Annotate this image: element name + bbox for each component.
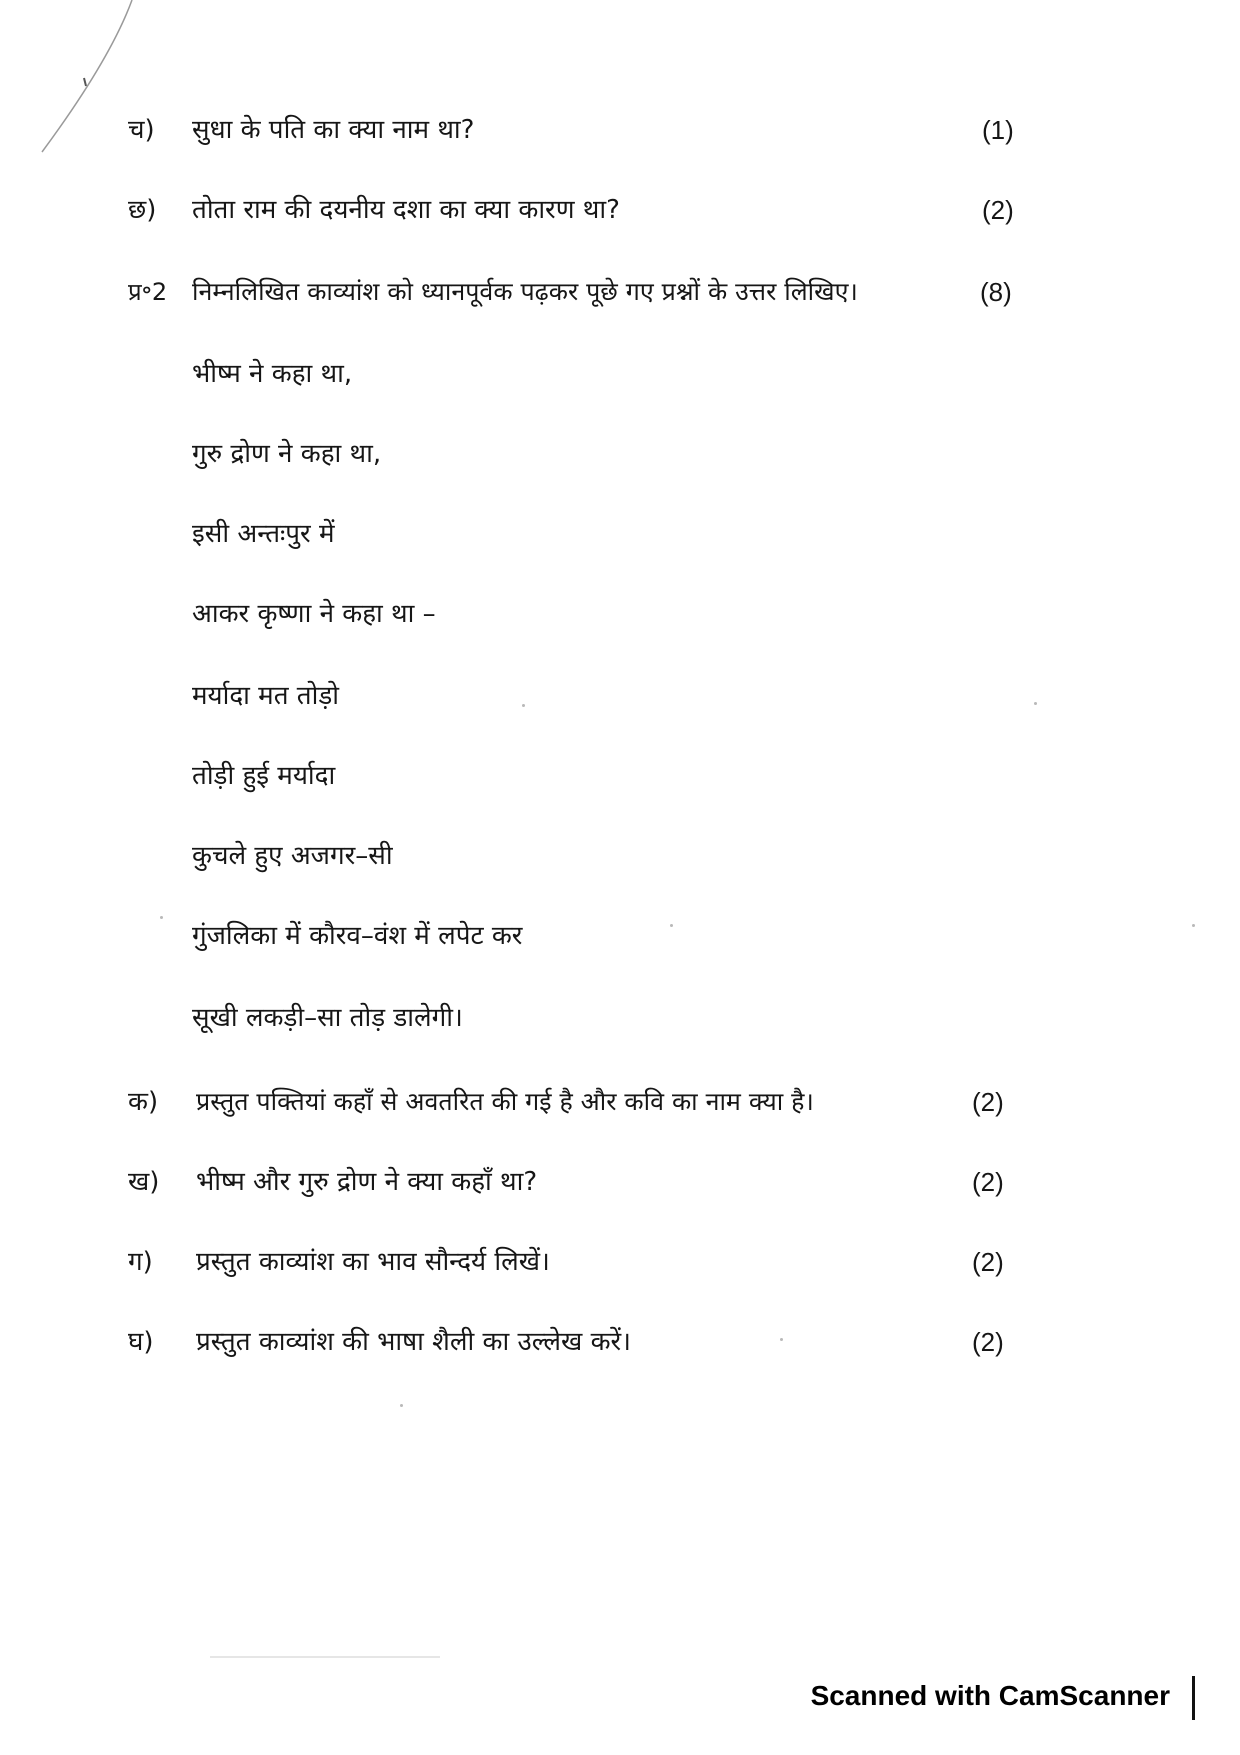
question-marks: (2)	[972, 1167, 1004, 1197]
poem-line: गुंजलिका में कौरव–वंश में लपेट कर	[192, 921, 523, 951]
question-number: ग)	[128, 1247, 153, 1277]
question-number: प्र॰2	[128, 278, 168, 306]
subquestion-ga	[0, 1232, 1240, 1292]
question-2	[0, 262, 1240, 322]
poem-line: मर्यादा मत तोड़ो	[192, 681, 339, 711]
question-instruction: निम्नलिखित काव्यांश को ध्यानपूर्वक पढ़कर पूछे गए प्रश्नों के उत्तर लिखिए।	[192, 277, 858, 306]
question-marks: (8)	[980, 277, 1012, 307]
poem-line: सूखी लकड़ी–सा तोड़ डालेगी।	[192, 1003, 463, 1033]
scan-speck	[400, 1404, 403, 1407]
scan-speck	[670, 924, 673, 927]
question-chha	[0, 180, 1240, 240]
scan-edge-line	[1192, 1676, 1195, 1720]
question-marks: (1)	[982, 115, 1014, 145]
question-cha	[0, 100, 1240, 160]
poem-line: भीष्म ने कहा था,	[192, 359, 353, 389]
question-text: भीष्म और गुरु द्रोण ने क्या कहाँ था?	[196, 1167, 538, 1197]
question-number: छ)	[128, 195, 157, 225]
question-number: क)	[128, 1087, 159, 1117]
subquestion-ka	[0, 1072, 1240, 1132]
poem-line: आकर कृष्णा ने कहा था –	[192, 599, 436, 629]
question-number: ख)	[128, 1167, 160, 1197]
question-text: सुधा के पति का क्या नाम था?	[192, 115, 475, 145]
question-marks: (2)	[972, 1087, 1004, 1117]
scan-speck	[522, 704, 525, 707]
scanner-watermark: Scanned with CamScanner	[810, 1680, 1170, 1711]
question-text: प्रस्तुत पक्तियां कहाँ से अवतरित की गई है और कवि का नाम क्या है।	[196, 1087, 814, 1116]
question-marks: (2)	[972, 1247, 1004, 1277]
poem-line: कुचले हुए अजगर–सी	[192, 841, 393, 871]
poem-line: तोड़ी हुई मर्यादा	[192, 761, 336, 791]
scan-speck	[160, 916, 163, 919]
scan-speck	[1034, 702, 1037, 705]
scan-speck	[780, 1338, 783, 1341]
scan-faint-line	[210, 1656, 440, 1658]
scan-speck	[1192, 924, 1195, 927]
poem-line: गुरु द्रोण ने कहा था,	[192, 439, 382, 469]
question-number: च)	[128, 115, 155, 145]
subquestion-gha	[0, 1312, 1240, 1372]
question-marks: (2)	[972, 1327, 1004, 1357]
poem-line: इसी अन्तःपुर में	[192, 519, 335, 549]
question-marks: (2)	[982, 195, 1014, 225]
question-number: घ)	[128, 1327, 154, 1357]
subquestion-kha	[0, 1152, 1240, 1212]
question-text: प्रस्तुत काव्यांश की भाषा शैली का उल्लेख करें।	[196, 1327, 632, 1357]
question-text: प्रस्तुत काव्यांश का भाव सौन्दर्य लिखें।	[196, 1247, 550, 1277]
question-text: तोता राम की दयनीय दशा का क्या कारण था?	[192, 195, 620, 225]
